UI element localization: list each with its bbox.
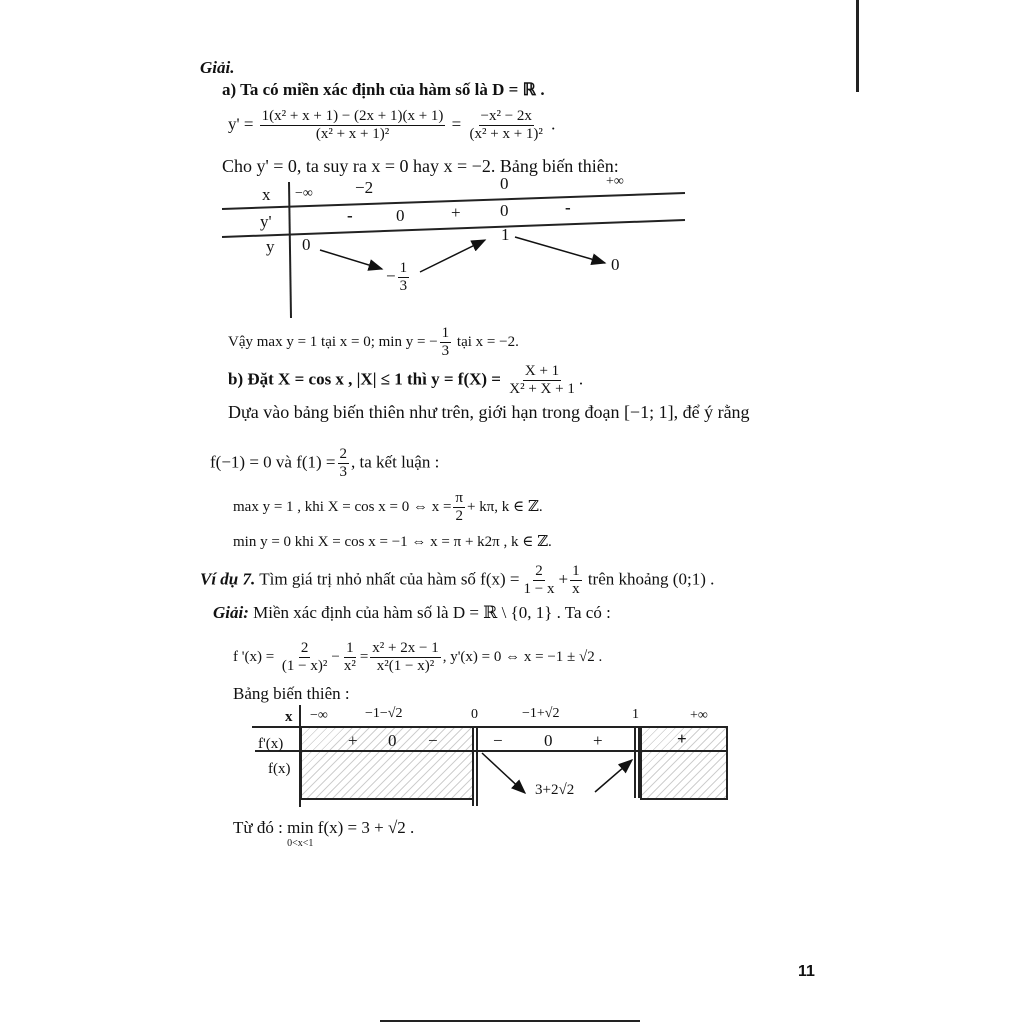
table1-y-label: y [266,237,275,256]
table1-sign: + [451,203,461,222]
numerator: 1 [399,260,408,276]
numerator: 2 [300,640,309,656]
table2-f-min: 3+2√2 [535,782,575,798]
page-number: 11 [798,963,815,980]
numerator: 1 [441,325,450,341]
table2-sign: + [348,731,358,750]
yprime-lhs: y' = [228,114,254,134]
numerator: −x² − 2x [480,108,532,124]
denominator: 3 [441,343,450,359]
table2-x-value: −1−√2 [365,706,403,721]
denominator: (1 − x)² [281,658,328,674]
conclusion-text: tại x = −2. [456,333,519,350]
denominator: (x² + x + 1)² [469,126,543,142]
fprime-lhs: f '(x) = [233,648,275,665]
table1-x-label: x [262,185,271,204]
denominator: (x² + x + 1)² [315,126,390,142]
denominator: X² + X + 1 [509,381,575,397]
fprime-text: , y'(x) = 0 ⇔ x = −1 ± √2 . [442,648,603,665]
bang-label: Bảng biến thiên : [233,684,350,703]
denominator: x² [343,658,356,674]
result-text: Từ đó : [233,818,283,837]
max-text: max y = 1 , khi X = cos x = 0 ⇔ x = [233,498,452,515]
table2-fprime-label: f'(x) [258,736,284,752]
dua-line: Dựa vào bảng biến thiên như trên, giới hạn trong đoạn [−1; 1], để ý rằng [228,402,750,422]
solution-label: Giải: [213,603,249,622]
table2-x-value: −1+√2 [522,706,560,721]
example-text: Tìm giá trị nhỏ nhất của hàm số f(x) = [259,569,520,589]
f-text: f(−1) = 0 và f(1) = [210,452,336,472]
table1-sign: 0 [396,206,405,225]
result-text: f(x) = 3 + √2 . [317,818,415,837]
numerator: 2 [339,446,348,462]
table2-sign: + [593,731,603,750]
domain-text: a) Ta có miền xác định của hàm số là D = ℝ . [222,80,545,99]
period: . [551,114,556,134]
table2-x-value: +∞ [690,708,708,723]
min-subscript: 0<x<1 [287,838,314,849]
numerator: 1 [346,640,354,656]
table2-x-value: 0 [471,707,478,722]
minus-sign: − [386,266,396,286]
table2-sign: + [677,729,687,748]
period: . [578,369,584,389]
denominator: 3 [339,464,348,480]
table1-sign: - [565,198,571,217]
example-text: trên khoảng (0;1) . [587,569,715,589]
min-operator [287,818,314,849]
table1-x-value: −∞ [295,186,313,201]
table2-f-label: f(x) [268,761,291,777]
numerator: π [455,490,463,506]
table1-sign: 0 [500,201,509,220]
denominator: x [572,581,580,597]
table1-sign: - [347,206,353,225]
conclusion-text: Vậy max y = 1 tại x = 0; min y = − [228,333,438,350]
plus: + [558,569,569,589]
critical-points-line: Cho y' = 0, ta suy ra x = 0 hay x = −2. Bảng biến thiên: [222,156,619,176]
equals: = [359,648,369,665]
table1-y-value: 0 [302,235,311,254]
denominator: 1 − x [523,581,555,597]
denominator: 2 [455,508,463,524]
table1-x-value: +∞ [606,174,624,189]
table2-x-value: −∞ [310,708,328,723]
solution-heading: Giải. [200,58,235,77]
f-text: , ta kết luận : [351,452,440,472]
numerator: 2 [535,563,543,579]
max-text: + kπ, k ∈ ℤ. [467,498,543,515]
table1-x-value: −2 [355,178,374,197]
min-line: min y = 0 khi X = cos x = −1 ⇔ x = π + k2π , k ∈ ℤ. [233,534,552,550]
equals: = [451,114,462,134]
min-text: min [287,818,314,837]
table1-yprime-label: y' [260,212,272,231]
numerator: x² + 2x − 1 [372,640,439,656]
minus: − [331,648,340,665]
table2-x-value: 1 [632,707,639,722]
table1-y-value: 0 [611,255,620,274]
example-label: Ví dụ 7. [200,569,256,589]
table1-y-max: 1 [501,225,510,244]
table2-sign: − [428,731,438,750]
part-b-text: b) Đặt X = cos x , |X| ≤ 1 thì y = f(X) = [228,369,501,389]
numerator: 1(x² + x + 1) − (2x + 1)(x + 1) [261,108,444,124]
table2-sign: 0 [544,731,553,750]
denominator: x²(1 − x)² [376,658,435,674]
table1-x-value: 0 [500,174,509,193]
solution-text: Miền xác định của hàm số là D = ℝ \ {0, 1} . Ta có : [253,603,611,622]
numerator: 1 [572,563,580,579]
table2-sign: 0 [388,731,397,750]
table2-x-label: x [285,709,293,725]
denominator: 3 [399,278,408,294]
table2-sign: − [493,731,503,750]
result-line [233,818,415,849]
numerator: X + 1 [524,363,560,379]
